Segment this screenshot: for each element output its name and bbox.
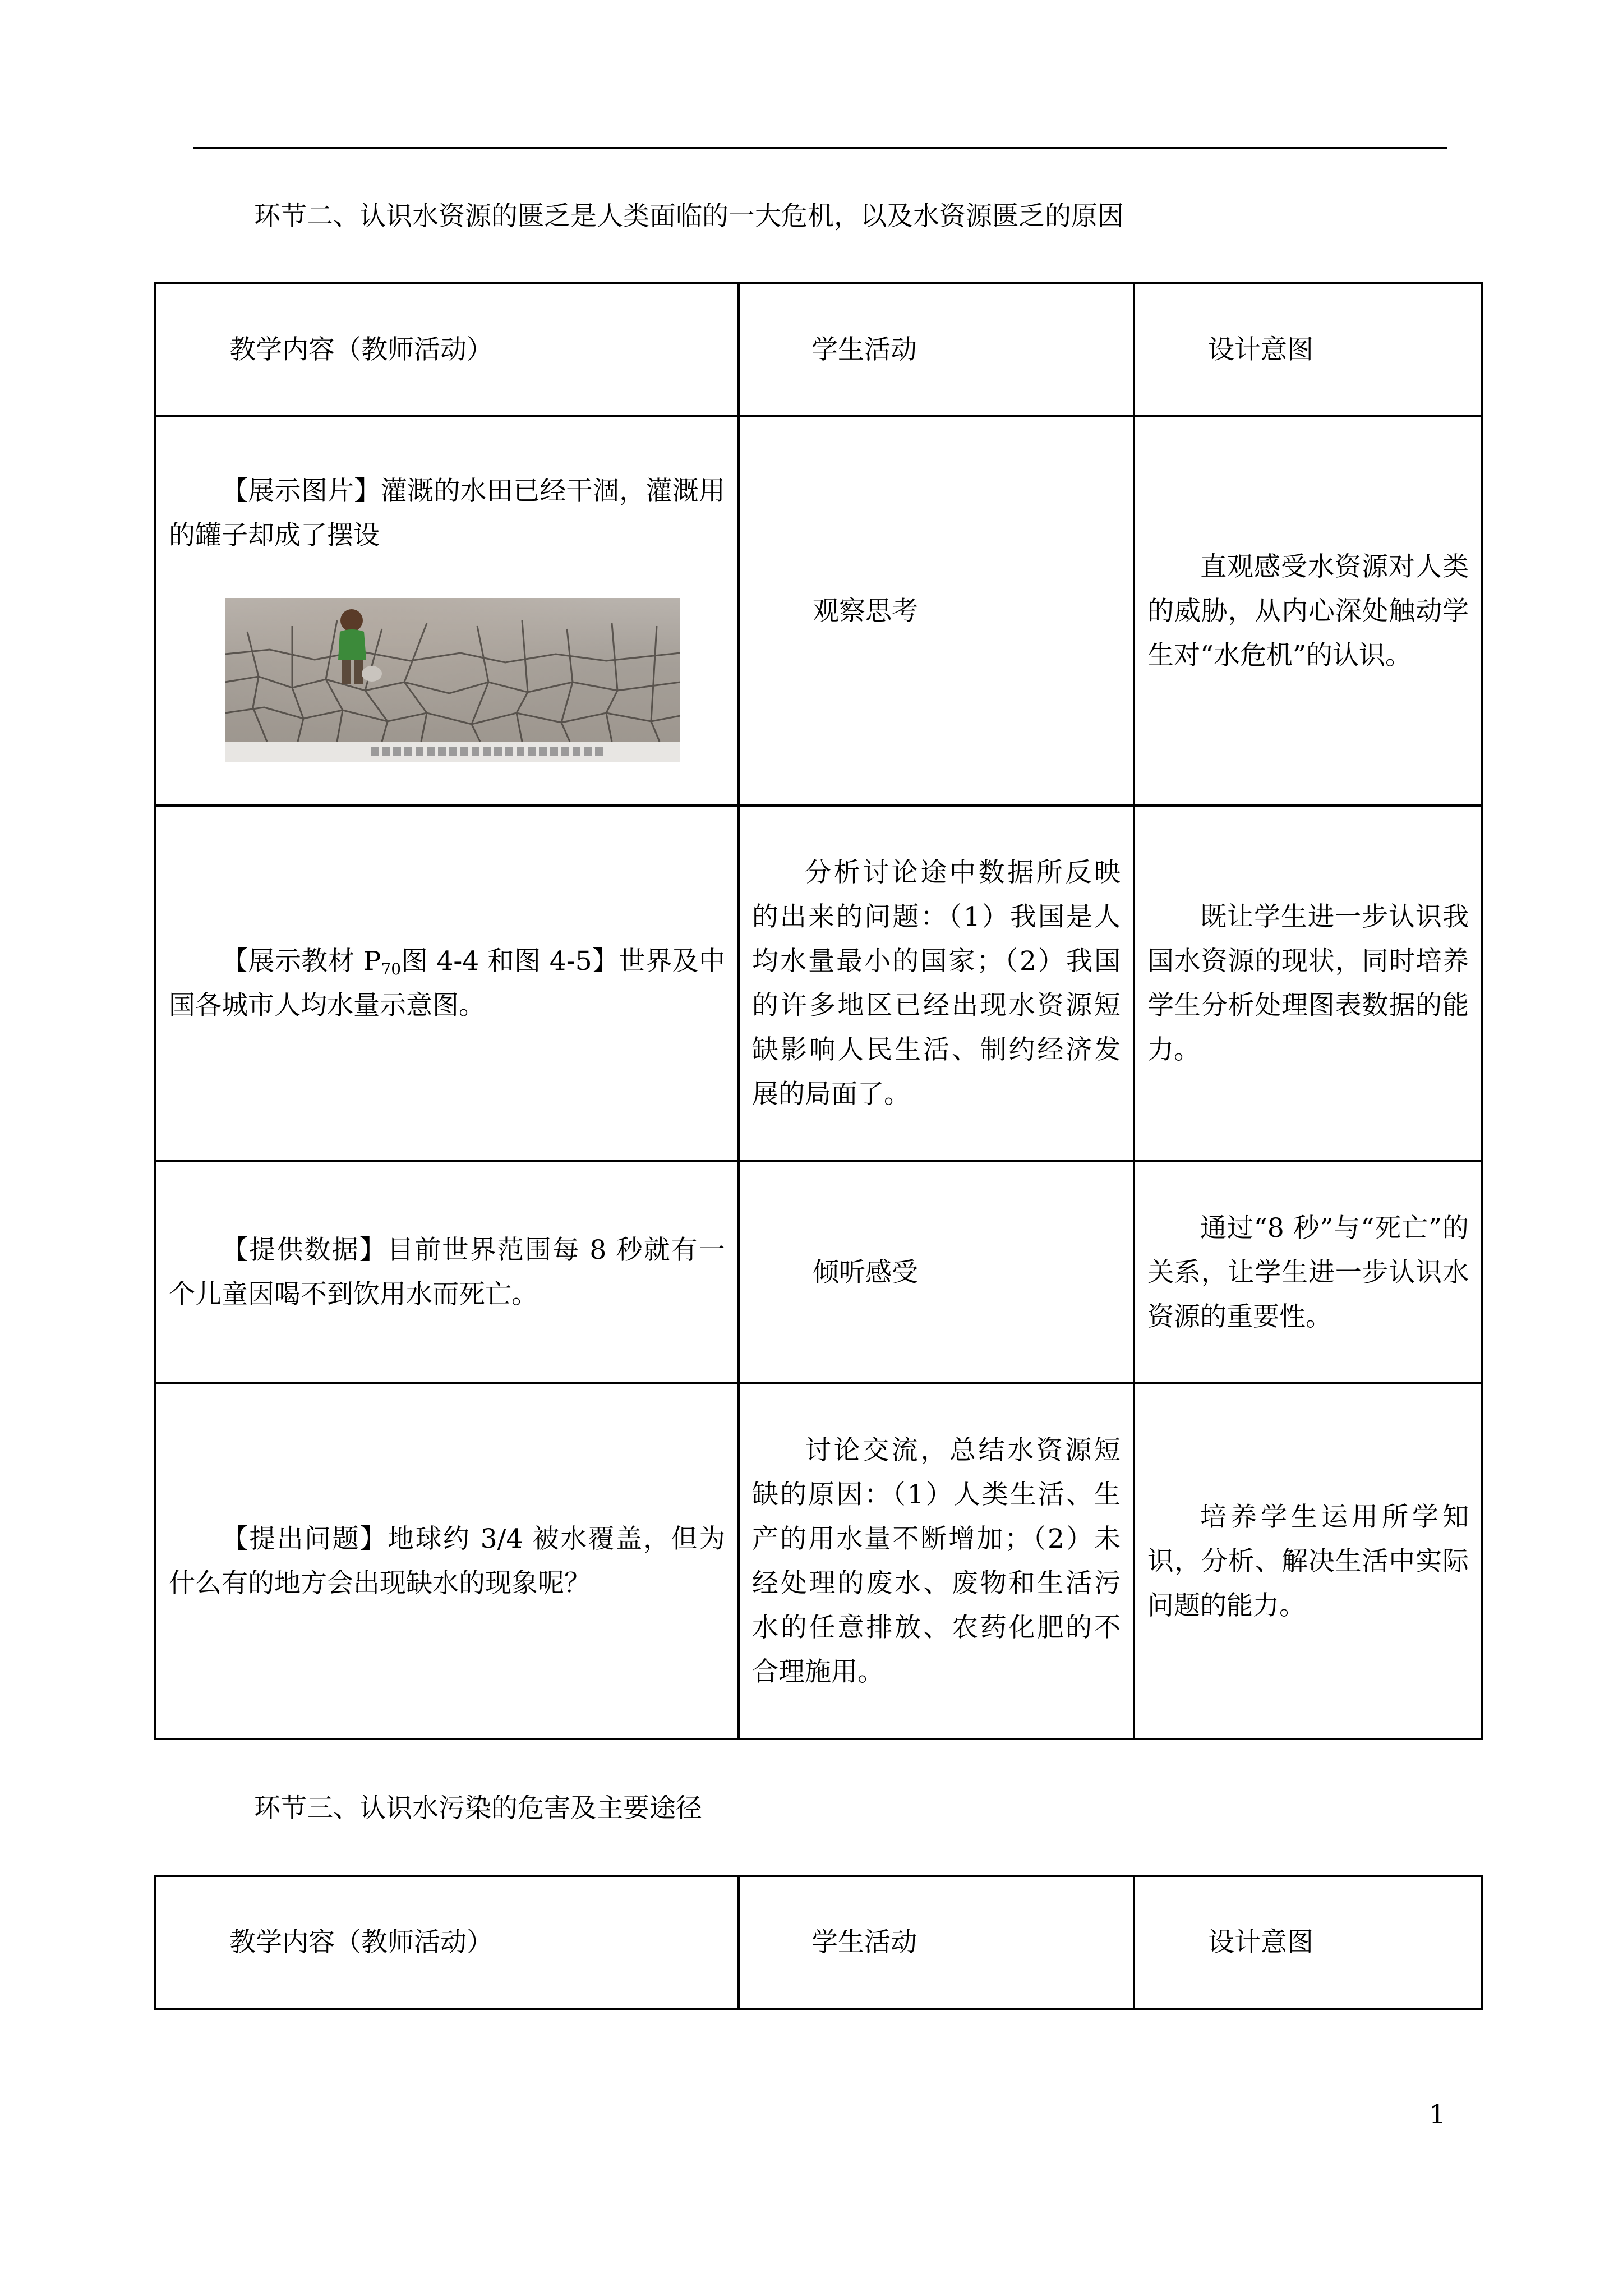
teacher-text: 【展示图片】灌溉的水田已经干涸，灌溉用的罐子却成了摆设 [169, 476, 725, 551]
teacher-cell [155, 416, 739, 806]
intent-cell [1134, 806, 1482, 1161]
student-text: 分析讨论途中数据所反映的出来的问题：（1）我国是人均水量最小的国家；（2）我国的许多地区已经出现水资源短缺影响人民生活、制约经济发展的局面了。 [752, 857, 1121, 1110]
header-teacher-label: 教学内容（教师活动） [229, 1927, 493, 1958]
header-student-label: 学生活动 [811, 1927, 917, 1958]
photo-caption [225, 742, 680, 762]
header-cell-intent [1134, 283, 1482, 416]
teacher-cell [155, 1383, 739, 1739]
intent-text: 既让学生进一步认识我国水资源的现状，同时培养学生分析处理图表数据的能力。 [1147, 901, 1469, 1065]
teacher-text-part: 【展示教材 P [222, 946, 381, 977]
header-cell-teacher [155, 1876, 739, 2009]
section-2-heading: 环节二、认识水资源的匮乏是人类面临的一大危机，以及水资源匮乏的原因 [254, 201, 1124, 232]
child-figure [338, 609, 382, 684]
teacher-cell [155, 1161, 739, 1383]
intent-text: 通过“8 秒”与“死亡”的关系，让学生进一步认识水资源的重要性。 [1147, 1212, 1469, 1332]
section-2-table [154, 282, 1483, 1740]
teacher-cell [155, 806, 739, 1161]
header-cell-student [739, 283, 1134, 416]
table-row [155, 416, 1482, 806]
table-row [155, 1161, 1482, 1383]
header-intent-label: 设计意图 [1208, 334, 1313, 365]
drought-photo [225, 598, 680, 762]
table-row [155, 806, 1482, 1161]
intent-cell [1134, 1383, 1482, 1739]
teacher-text: 【提供数据】目前世界范围每 8 秒就有一个儿童因喝不到饮用水而死亡。 [169, 1235, 725, 1310]
section-3-table [154, 1875, 1483, 2010]
header-intent-label: 设计意图 [1208, 1927, 1313, 1958]
intent-cell [1134, 416, 1482, 806]
intent-text: 培养学生运用所学知识，分析、解决生活中实际问题的能力。 [1147, 1501, 1469, 1621]
section-3-heading: 环节三、认识水污染的危害及主要途径 [254, 1793, 702, 1824]
cracked-earth-icon [225, 598, 680, 762]
table-header-row [155, 1876, 1482, 2009]
student-cell [739, 1383, 1134, 1739]
student-text: 倾听感受 [813, 1257, 918, 1288]
intent-text: 直观感受水资源对人类的威胁，从内心深处触动学生对“水危机”的认识。 [1147, 551, 1469, 671]
header-cell-student [739, 1876, 1134, 2009]
student-cell [739, 1161, 1134, 1383]
student-cell [739, 416, 1134, 806]
table-header-row [155, 283, 1482, 416]
page-subscript: 70 [381, 960, 402, 978]
header-rule [193, 147, 1447, 149]
student-text: 讨论交流，总结水资源短缺的原因：（1）人类生活、生产的用水量不断增加；（2）未经处理的废水、废物和生活污水的任意排放、农药化肥的不合理施用。 [752, 1435, 1121, 1687]
student-text: 观察思考 [813, 595, 918, 627]
intent-cell [1134, 1161, 1482, 1383]
student-cell [739, 806, 1134, 1161]
teacher-text [169, 939, 725, 1028]
table-row [155, 1383, 1482, 1739]
page-number: 1 [1429, 2099, 1446, 2130]
header-cell-teacher [155, 283, 739, 416]
header-teacher-label: 教学内容（教师活动） [229, 334, 493, 365]
header-student-label: 学生活动 [811, 334, 917, 365]
header-cell-intent [1134, 1876, 1482, 2009]
teacher-text-part: 图 4-4 和图 4-5】世界及中国各城市人均水量示意图。 [169, 946, 725, 1021]
teacher-text: 【提出问题】地球约 3/4 被水覆盖，但为什么有的地方会出现缺水的现象呢？ [169, 1524, 725, 1599]
